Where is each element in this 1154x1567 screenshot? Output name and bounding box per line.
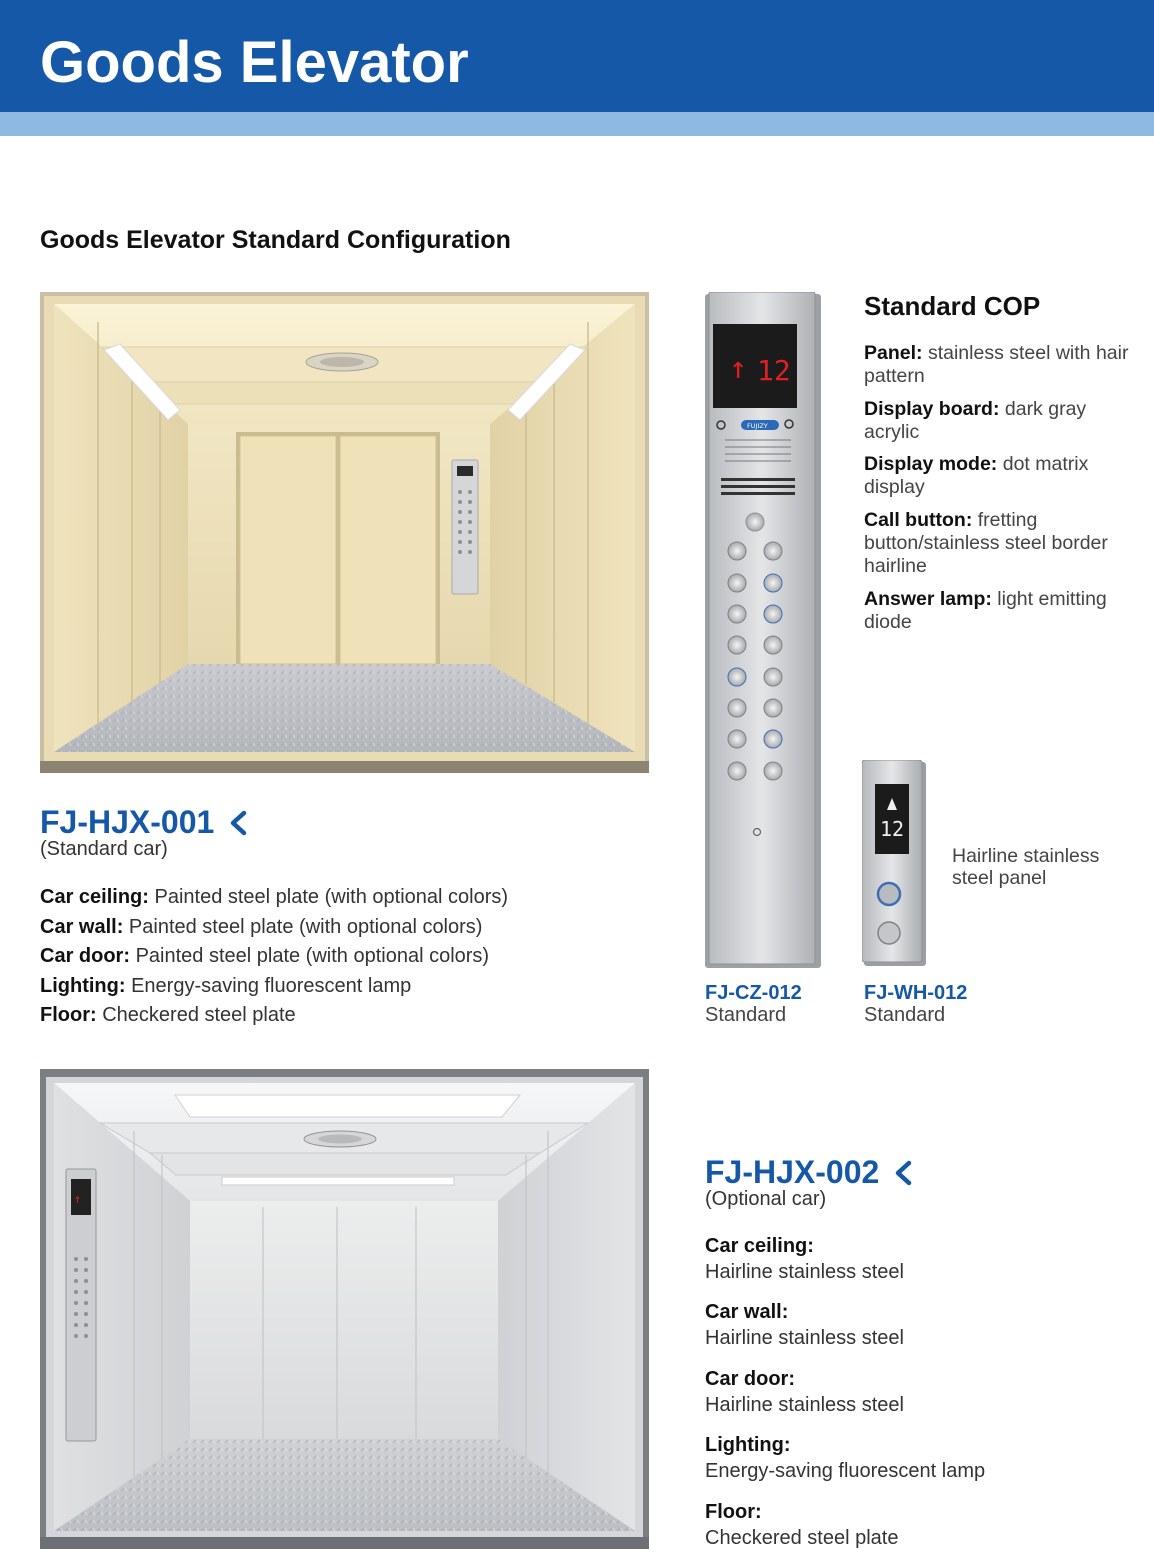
- spec-row: [40, 942, 508, 972]
- hall-model-type: Standard: [864, 1004, 946, 1026]
- cop-spec-item: [864, 398, 1134, 445]
- spec-block: [705, 1299, 1135, 1365]
- cop-display-floor: 12: [757, 354, 791, 387]
- spec-value: light emitting diode: [864, 587, 1107, 633]
- optional-car-illustration: [40, 1069, 649, 1549]
- hall-panel-illustration: [862, 760, 926, 966]
- cop-model-code: FJ-CZ-012: [705, 982, 802, 1004]
- standard-car-model-code: FJ-HJX-001: [40, 804, 215, 840]
- hall-model-code: FJ-WH-012: [864, 982, 968, 1004]
- optional-car-model: [705, 1154, 913, 1191]
- spec-label: Floor:: [705, 1500, 762, 1523]
- cop-panel-illustration: [705, 292, 821, 968]
- cop-spec-item: [864, 342, 1134, 389]
- spec-value: fretting button/stainless steel border hairline: [864, 508, 1108, 578]
- spec-value: Painted steel plate (with optional colors): [128, 915, 483, 938]
- spec-block: [705, 1499, 1135, 1565]
- spec-value: Painted steel plate (with optional colors): [135, 945, 490, 968]
- standard-car-model: [40, 804, 248, 841]
- chevron-left-icon: [228, 810, 248, 836]
- spec-row: [40, 1001, 508, 1031]
- spec-label: Panel:: [864, 342, 923, 364]
- spec-label: Car wall:: [40, 915, 124, 938]
- spec-row: [40, 972, 508, 1002]
- chevron-left-icon: [893, 1160, 913, 1186]
- page-title: Goods Elevator: [40, 30, 469, 95]
- spec-block: [705, 1233, 1135, 1299]
- spec-label: Display board:: [864, 397, 1000, 420]
- spec-value: Checkered steel plate: [102, 1004, 296, 1027]
- hall-display-floor: 12: [880, 817, 905, 841]
- spec-label: Call button:: [864, 508, 973, 531]
- spec-label: Lighting:: [705, 1434, 791, 1457]
- spec-block: [705, 1366, 1135, 1432]
- spec-value: Hairline stainless steel: [705, 1327, 904, 1350]
- optional-car-specs: [705, 1233, 1135, 1565]
- optional-car-subtitle: (Optional car): [705, 1188, 827, 1210]
- optional-car-model-code: FJ-HJX-002: [705, 1154, 880, 1190]
- spec-value: stainless steel with hair pattern: [864, 342, 1129, 388]
- spec-value: dark gray acrylic: [864, 397, 1087, 443]
- spec-label: Car ceiling:: [40, 886, 149, 908]
- cop-specs: [864, 342, 1134, 643]
- spec-value: Hairline stainless steel: [705, 1393, 904, 1416]
- spec-value: Energy-saving fluorescent lamp: [705, 1460, 986, 1483]
- standard-car-illustration: [40, 292, 649, 773]
- section-title: Goods Elevator Standard Configuration: [40, 226, 511, 254]
- cop-brand: FUJIZY: [747, 422, 768, 430]
- cop-display-arrow: ↑: [729, 351, 748, 386]
- spec-label: Car ceiling:: [705, 1235, 814, 1257]
- spec-value: Energy-saving fluorescent lamp: [131, 974, 412, 997]
- spec-value: Painted steel plate (with optional colors): [154, 886, 509, 908]
- header-stripe: [0, 112, 1154, 136]
- spec-row: [40, 883, 508, 913]
- cop-spec-item: [864, 509, 1134, 579]
- standard-car-subtitle: (Standard car): [40, 838, 168, 860]
- cop-title: Standard COP: [864, 291, 1041, 321]
- spec-value: Hairline stainless steel: [705, 1261, 904, 1283]
- spec-label: Car door:: [705, 1367, 795, 1390]
- standard-car-specs: [40, 883, 508, 1031]
- spec-label: Answer lamp:: [864, 587, 992, 610]
- spec-label: Lighting:: [40, 974, 126, 997]
- spec-block: [705, 1432, 1135, 1498]
- spec-label: Display mode:: [864, 453, 998, 476]
- spec-label: Car door:: [40, 945, 130, 968]
- spec-value: Checkered steel plate: [705, 1526, 899, 1549]
- hall-panel-note: Hairline stainless steel panel: [952, 845, 1100, 889]
- cop-model-type: Standard: [705, 1004, 787, 1026]
- svg-text:↑: ↑: [74, 1192, 82, 1206]
- cop-spec-item: [864, 453, 1134, 500]
- spec-label: Floor:: [40, 1004, 97, 1027]
- spec-value: dot matrix display: [864, 453, 1089, 499]
- cop-spec-item: [864, 588, 1134, 635]
- spec-row: [40, 913, 508, 943]
- cop-display: [729, 351, 791, 387]
- spec-label: Car wall:: [705, 1301, 789, 1324]
